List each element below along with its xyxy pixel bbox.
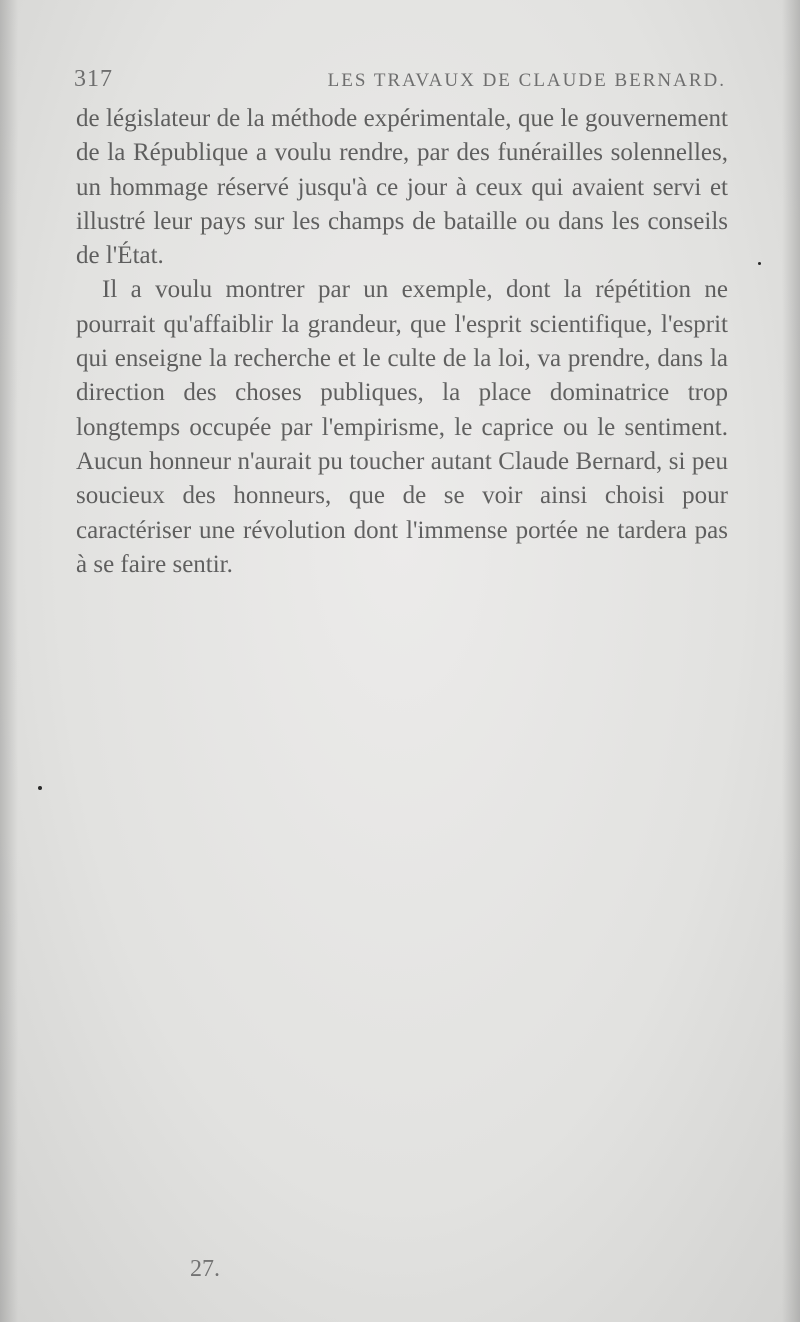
body-text: [76, 102, 728, 582]
left-page-edge-shadow: [0, 0, 18, 1322]
signature-mark: 27.: [190, 1256, 220, 1282]
paragraph: Il a voulu montrer par un exemple, dont la répétition ne pourrait qu'affaiblir la grandeur, que l'esprit scientifique, l'esprit qui enseigne la recherche et le culte de la loi, va prendre, dans la direction des choses publiques, la place dominatrice trop longtemps occupée par l'empirisme, le caprice ou le sentiment. Aucun honneur n'aurait pu toucher autant Claude Bernard, si peu soucieux des honneurs, que de se voir ainsi choisi pour caractériser une révolution dont l'immense portée ne tardera pas à se faire sentir.: [76, 276, 728, 578]
ink-speck: [38, 786, 42, 790]
running-head: LES TRAVAUX DE CLAUDE BERNARD.: [327, 70, 726, 91]
bleed-through-texture: [76, 600, 728, 635]
page-header: [74, 66, 726, 96]
paragraph: de législateur de la méthode expérimentale, que le gouvernement de la République a voulu rendre, par des funérailles solennelles, un hommage réservé jusqu'à ce jour à ceux qui avaient servi et illustré leur pays sur les champs de bataille ou dans les conseils de l'État.: [76, 105, 728, 270]
ink-speck: [758, 262, 761, 265]
right-page-edge-shadow: [782, 0, 800, 1322]
page-number: 317: [74, 66, 113, 92]
